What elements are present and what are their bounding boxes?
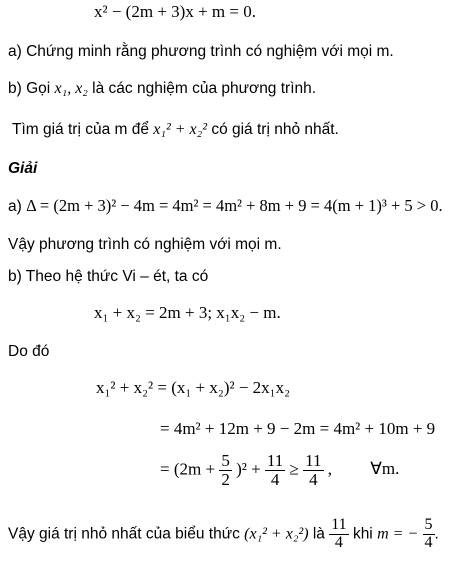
m-value-fraction: $\frac{5}{4}$ — [424, 516, 433, 551]
discriminant: Δ = (2m + 3)² − 4m = 4m² = 4m² + 8m + 9 = 4(m + 1)³ + 5 > 0. — [26, 196, 443, 215]
part-b-intro: b) Theo hệ thức Vi – ét, ta có — [8, 268, 209, 285]
part-b-suffix: là các nghiệm của phương trình. — [92, 80, 317, 97]
vieta-relations: x₁ + x₂ = 2m + 3; x₁x₂ − m. — [94, 303, 281, 322]
part-a-label: a) — [8, 198, 22, 215]
for-all-m: ∀m. — [370, 459, 400, 479]
step-2: = 4m² + 12m + 9 − 2m = 4m² + 10m + 9 — [160, 419, 436, 438]
find-min-prefix: Tìm giá trị của m để — [12, 121, 149, 138]
part-a-task: a) Chứng minh rằng phương trình có nghiệm với mọi m. — [8, 43, 394, 60]
final-la: là — [312, 525, 325, 543]
step-3-part-b: )² + — [236, 459, 261, 479]
therefore-label: Do đó — [8, 343, 50, 360]
solution-heading: Giải — [8, 160, 38, 177]
min-value-fraction: $\frac{11}{4}$ — [331, 516, 347, 551]
discriminant-line — [8, 196, 443, 216]
final-expr: (x₁² + x₂²) — [244, 525, 309, 543]
part-b-task — [8, 80, 316, 98]
step-3-part-a: = (2m + — [160, 459, 216, 479]
final-period: . — [434, 525, 439, 543]
step-1: x₁² + x₂² = (x₁ + x₂)² − 2x₁x₂ — [96, 378, 291, 397]
fraction-11-over-4: $\frac{11}{4}$ — [266, 451, 284, 489]
fraction-11-over-4-min: $\frac{11}{4}$ — [305, 451, 322, 489]
step-3 — [160, 452, 399, 489]
geq-symbol: ≥ — [289, 459, 299, 479]
final-conclusion — [8, 517, 439, 552]
sum-squares-expr: x₁² + x₂² — [153, 121, 207, 138]
roots: x₁, x₂ — [54, 80, 88, 97]
find-min-suffix: có giá trị nhỏ nhất. — [211, 121, 339, 138]
find-min-task — [12, 121, 339, 139]
fraction-5-over-2: $\frac{5}{2}$ — [221, 451, 230, 489]
final-m-eq: m = − — [377, 525, 419, 543]
equation: x² − (2m + 3)x + m = 0. — [94, 2, 256, 21]
final-prefix: Vậy giá trị nhỏ nhất của biểu thức — [8, 525, 240, 543]
final-khi: khi — [352, 525, 373, 543]
part-b-prefix: b) Gọi — [8, 80, 51, 97]
part-a-conclusion: Vậy phương trình có nghiệm với mọi m. — [8, 236, 282, 253]
comma: , — [327, 459, 333, 479]
